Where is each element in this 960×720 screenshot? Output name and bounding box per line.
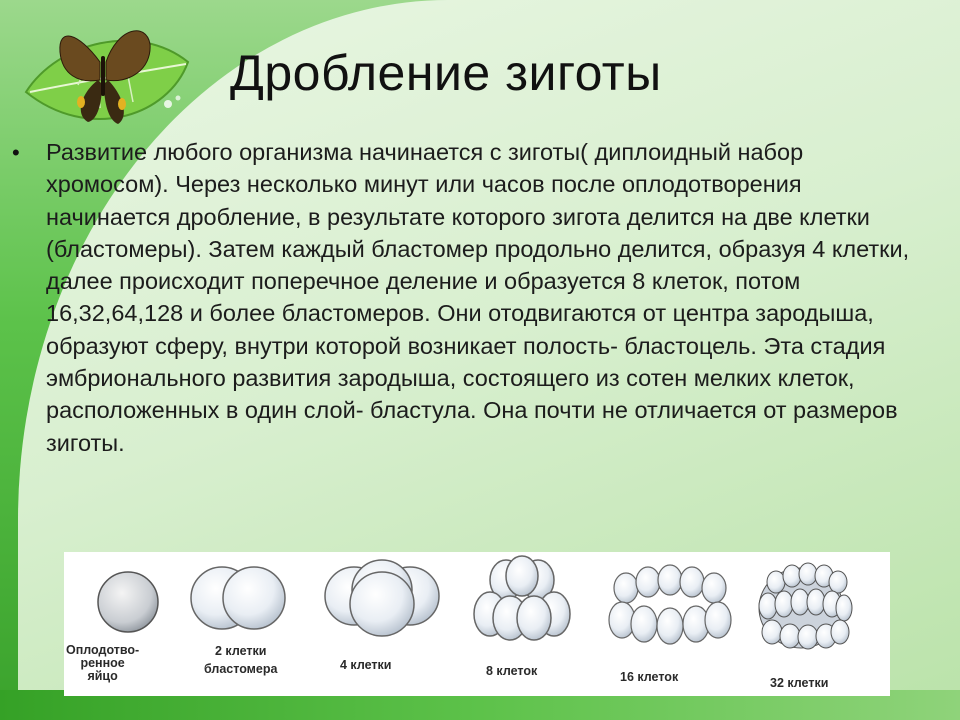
page-title: Дробление зиготы [230, 45, 662, 101]
stage-thirtytwo-cells [759, 563, 852, 649]
caption-two-cells [204, 642, 277, 678]
caption-two-cells-line2: бластомера [204, 662, 278, 676]
caption-fertilized-egg [66, 644, 139, 683]
caption-four-cells: 4 клетки [340, 658, 392, 672]
stage-fertilized-egg [98, 572, 158, 632]
stage-sixteen-cells [609, 565, 731, 644]
caption-fertilized-line2: ренное [80, 656, 125, 670]
stage-eight-cells [474, 556, 570, 640]
caption-thirtytwo-cells: 32 клетки [770, 676, 829, 690]
cleavage-stages-figure [64, 552, 890, 696]
caption-fertilized-line1: Оплодотво- [66, 643, 140, 657]
butterfly-on-leaf-icon [18, 22, 198, 142]
bullet-marker: • [12, 140, 20, 165]
caption-two-cells-line1: 2 клетки [215, 644, 267, 658]
stage-four-cells [325, 560, 439, 636]
caption-fertilized-line3: яйцо [87, 669, 118, 683]
body-paragraph: Развитие любого организма начинается с зиготы( диплоидный набор хромосом). Через несколько минут или часов после оплодотворения начинается дробление, в результате которого зигота делится на две клетки (бластомеры). Затем каждый бластомер продольно делится, образуя 4 клетки, далее происходит поперечное деление и образуется 8 клеток, потом 16,32,64,128 и более бластомеров. Они отодвигаются от центра зародыша, образуют сферу, внутри которой возникает полость- бластоцель. Эта стадия эмбрионального развития зародыша, состоящего из сотен мелких клеток, расположенных в один слой- бластула. Она почти не отличается от размеров зиготы. [46, 139, 910, 456]
caption-sixteen-cells: 16 клеток [620, 670, 679, 684]
stage-two-cells [191, 567, 285, 629]
cleavage-stages-drawing [64, 552, 890, 696]
caption-eight-cells: 8 клеток [486, 664, 538, 678]
